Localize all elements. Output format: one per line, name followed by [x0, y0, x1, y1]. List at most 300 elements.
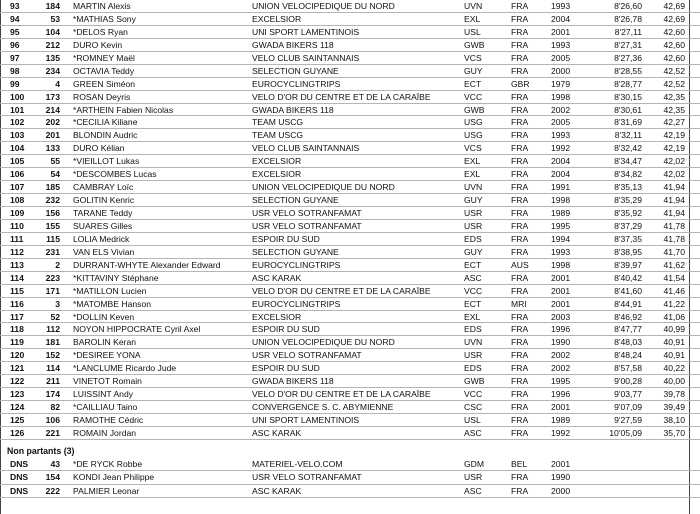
birth-year-cell: 1989	[551, 415, 571, 425]
nationality-cell: FRA	[511, 195, 529, 206]
nationality-cell: FRA	[511, 117, 529, 128]
table-row	[0, 181, 700, 194]
rider-name-cell: BAROLIN Keran	[73, 337, 137, 348]
birth-year-cell: 1995	[551, 376, 571, 387]
birth-year-cell: 1990	[551, 337, 571, 348]
team-cell: VELO D'OR DU CENTRE ET DE LA CARAÏBE	[252, 91, 431, 102]
nationality-cell: FRA	[511, 220, 529, 231]
birth-year-cell: 1998	[551, 195, 571, 206]
nationality-cell: FRA	[511, 156, 529, 167]
table-row	[0, 414, 700, 427]
time-cell: 8'30,61	[614, 104, 642, 115]
team-code-cell: GDM	[464, 459, 485, 469]
nationality-cell: BEL	[511, 459, 528, 469]
birth-year-cell: 1994	[551, 233, 571, 244]
bib-cell: 54	[50, 169, 60, 180]
birth-year-cell: 2000	[551, 485, 571, 496]
time-cell: 8'27,36	[614, 52, 642, 63]
table-row	[0, 401, 700, 414]
rank-cell: 125	[10, 415, 25, 425]
time-cell: 8'48,24	[614, 350, 642, 361]
nationality-cell: FRA	[511, 182, 529, 193]
rider-name-cell: GREEN Siméon	[73, 78, 136, 89]
time-cell: 8'27,11	[614, 26, 642, 37]
rider-name-cell: ROSAN Deyris	[73, 91, 131, 102]
speed-cell: 41,54	[663, 272, 685, 283]
birth-year-cell: 1992	[551, 143, 571, 154]
speed-cell: 35,70	[663, 427, 685, 438]
team-code-cell: EDS	[464, 324, 482, 335]
bib-cell: 82	[50, 402, 60, 413]
speed-cell: 41,22	[663, 298, 685, 309]
bib-cell: 4	[55, 78, 60, 89]
team-code-cell: UVN	[464, 1, 483, 11]
rider-name-cell: *CECILIA Kiliane	[73, 117, 138, 128]
table-row	[0, 116, 700, 129]
team-code-cell: ASC	[464, 427, 482, 438]
time-cell: 8'39,97	[614, 259, 642, 270]
bib-cell: 104	[45, 26, 60, 37]
rank-cell: 116	[10, 298, 24, 309]
nationality-cell: FRA	[511, 1, 529, 11]
bib-cell: 221	[45, 427, 60, 438]
speed-cell: 40,91	[663, 337, 685, 348]
time-cell: 8'32,11	[614, 130, 642, 141]
speed-cell: 42,60	[663, 52, 685, 63]
nationality-cell: GBR	[511, 78, 530, 89]
speed-cell: 41,78	[663, 233, 685, 244]
team-code-cell: GWB	[464, 104, 485, 115]
team-cell: UNION VELOCIPEDIQUE DU NORD	[252, 1, 395, 11]
team-cell: TEAM USCG	[252, 130, 304, 141]
rank-cell: DNS	[10, 472, 29, 483]
bib-cell: 135	[45, 52, 60, 63]
team-cell: ASC KARAK	[252, 485, 302, 496]
team-code-cell: VCC	[464, 285, 483, 296]
rider-name-cell: *MATHIAS Sony	[73, 13, 136, 24]
team-cell: USR VELO SOTRANFAMAT	[252, 350, 362, 361]
bib-cell: 43	[50, 459, 60, 469]
bib-cell: 173	[45, 91, 60, 102]
speed-cell: 42,60	[663, 26, 685, 37]
nationality-cell: AUS	[511, 259, 529, 270]
rank-cell: 122	[10, 376, 25, 387]
rider-name-cell: BLONDIN Audric	[73, 130, 138, 141]
speed-cell: 41,06	[663, 311, 685, 322]
team-cell: EXCELSIOR	[252, 13, 302, 24]
bib-cell: 155	[45, 220, 60, 231]
rider-name-cell: DURRANT-WHYTE Alexander Edward	[73, 259, 221, 270]
speed-cell: 40,22	[663, 363, 685, 374]
nationality-cell: FRA	[511, 272, 529, 283]
rank-cell: 126	[10, 427, 25, 438]
speed-cell: 41,94	[663, 195, 685, 206]
team-code-cell: UVN	[464, 182, 483, 193]
rider-name-cell: OCTAVIA Teddy	[73, 65, 135, 76]
bib-cell: 201	[45, 130, 60, 141]
team-code-cell: VCS	[464, 52, 482, 63]
table-row	[0, 142, 700, 155]
speed-cell: 42,69	[663, 1, 685, 11]
non-starters-table	[0, 458, 700, 498]
birth-year-cell: 1993	[551, 39, 571, 50]
nationality-cell: FRA	[511, 350, 529, 361]
bib-cell: 202	[45, 117, 60, 128]
rank-cell: 103	[10, 130, 25, 141]
table-row	[0, 207, 700, 220]
bib-cell: 174	[45, 389, 60, 400]
bib-cell: 222	[45, 485, 60, 496]
time-cell: 8'37,29	[614, 220, 642, 231]
team-code-cell: USR	[464, 208, 483, 218]
team-cell: UNI SPORT LAMENTINOIS	[252, 26, 360, 37]
time-cell: 8'31,69	[614, 117, 642, 128]
rank-cell: 123	[10, 389, 25, 400]
birth-year-cell: 2003	[551, 311, 571, 322]
bib-cell: 115	[46, 233, 60, 244]
table-row	[0, 220, 700, 233]
rider-name-cell: *DESCOMBES Lucas	[73, 169, 157, 180]
birth-year-cell: 1989	[551, 208, 571, 218]
team-code-cell: USR	[464, 472, 483, 483]
birth-year-cell: 2001	[551, 272, 571, 283]
team-code-cell: EXL	[464, 156, 481, 167]
team-cell: SELECTION GUYANE	[252, 195, 339, 206]
nationality-cell: FRA	[511, 324, 529, 335]
rider-name-cell: SUARES Gilles	[73, 220, 133, 231]
nationality-cell: FRA	[511, 363, 529, 374]
bib-cell: 232	[45, 195, 60, 206]
table-row	[0, 91, 700, 104]
team-cell: USR VELO SOTRANFAMAT	[252, 472, 362, 483]
birth-year-cell: 2004	[551, 13, 571, 24]
rank-cell: 104	[10, 143, 25, 154]
bib-cell: 52	[50, 311, 60, 322]
team-code-cell: USG	[464, 130, 483, 141]
rider-name-cell: TARANE Teddy	[73, 208, 133, 218]
birth-year-cell: 2001	[551, 26, 571, 37]
rider-name-cell: *MATILLON Lucien	[73, 285, 147, 296]
time-cell: 8'37,35	[614, 233, 642, 244]
bib-cell: 106	[45, 415, 60, 425]
table-row	[0, 375, 700, 388]
birth-year-cell: 1979	[551, 78, 571, 89]
rider-name-cell: LOLIA Medrick	[73, 233, 130, 244]
time-cell: 8'41,60	[614, 285, 642, 296]
team-code-cell: GWB	[464, 39, 485, 50]
rank-cell: 96	[10, 39, 20, 50]
speed-cell: 40,99	[663, 324, 685, 335]
rank-cell: 109	[10, 208, 25, 218]
time-cell: 8'35,92	[614, 208, 642, 218]
time-cell: 8'30,15	[614, 91, 642, 102]
team-code-cell: VCC	[464, 91, 483, 102]
team-code-cell: CSC	[464, 402, 483, 413]
birth-year-cell: 2001	[551, 402, 571, 413]
nationality-cell: FRA	[511, 169, 529, 180]
rank-cell: 102	[10, 117, 25, 128]
team-cell: ESPOIR DU SUD	[252, 324, 320, 335]
table-row	[0, 65, 700, 78]
time-cell: 8'26,78	[614, 13, 642, 24]
team-cell: EUROCYCLINGTRIPS	[252, 78, 341, 89]
team-cell: GWADA BIKERS 118	[252, 104, 334, 115]
team-cell: SELECTION GUYANE	[252, 65, 339, 76]
rider-name-cell: DURO Kélian	[73, 143, 125, 154]
team-cell: USR VELO SOTRANFAMAT	[252, 220, 362, 231]
nationality-cell: FRA	[511, 472, 529, 483]
nationality-cell: FRA	[511, 376, 529, 387]
team-code-cell: USG	[464, 117, 483, 128]
speed-cell: 39,49	[663, 402, 685, 413]
team-code-cell: USL	[464, 26, 481, 37]
rank-cell: 97	[10, 52, 20, 63]
bib-cell: 184	[45, 1, 60, 11]
rank-cell: 115	[10, 285, 24, 296]
nationality-cell: FRA	[511, 39, 529, 50]
table-row	[0, 349, 700, 362]
speed-cell: 39,78	[663, 389, 685, 400]
birth-year-cell: 1998	[551, 259, 571, 270]
nationality-cell: FRA	[511, 65, 529, 76]
rank-cell: 95	[10, 26, 20, 37]
rank-cell: 101	[10, 104, 25, 115]
birth-year-cell: 1998	[551, 91, 571, 102]
rider-name-cell: MARTIN Alexis	[73, 1, 131, 11]
team-cell: VELO CLUB SAINTANNAIS	[252, 52, 360, 63]
speed-cell: 42,19	[663, 143, 685, 154]
nationality-cell: FRA	[511, 104, 529, 115]
speed-cell: 42,19	[663, 130, 685, 141]
nationality-cell: FRA	[511, 26, 529, 37]
table-row	[0, 323, 700, 336]
time-cell: 8'34,47	[614, 156, 642, 167]
team-cell: ASC KARAK	[252, 427, 302, 438]
bib-cell: 3	[55, 298, 60, 309]
team-cell: EUROCYCLINGTRIPS	[252, 298, 341, 309]
time-cell: 8'48,03	[614, 337, 642, 348]
table-row	[0, 311, 700, 324]
bib-cell: 53	[50, 13, 60, 24]
rank-cell: 120	[10, 350, 25, 361]
team-code-cell: ASC	[464, 272, 482, 283]
nationality-cell: MRI	[511, 298, 527, 309]
team-code-cell: ASC	[464, 485, 482, 496]
team-cell: EXCELSIOR	[252, 156, 302, 167]
speed-cell: 41,78	[663, 220, 685, 231]
team-code-cell: EXL	[464, 13, 481, 24]
rank-cell: 110	[10, 220, 24, 231]
speed-cell: 40,91	[663, 350, 685, 361]
speed-cell: 40,00	[663, 376, 685, 387]
rider-name-cell: LUISSINT Andy	[73, 389, 134, 400]
time-cell: 8'34,82	[614, 169, 642, 180]
rider-name-cell: *LANCLUME Ricardo Jude	[73, 363, 177, 374]
time-cell: 10'05,09	[609, 427, 642, 438]
speed-cell: 41,94	[663, 182, 685, 193]
bib-cell: 2	[55, 259, 60, 270]
team-code-cell: ECT	[464, 78, 482, 89]
time-cell: 9'00,28	[614, 376, 642, 387]
team-cell: VELO D'OR DU CENTRE ET DE LA CARAÏBE	[252, 285, 431, 296]
team-code-cell: UVN	[464, 337, 483, 348]
table-row	[0, 485, 700, 498]
birth-year-cell: 2002	[551, 104, 571, 115]
birth-year-cell: 1993	[551, 246, 571, 257]
rank-cell: 121	[10, 363, 25, 374]
table-row	[0, 246, 700, 259]
speed-cell: 41,94	[663, 208, 685, 218]
table-row	[0, 427, 700, 440]
table-row	[0, 362, 700, 375]
rank-cell: 105	[10, 156, 25, 167]
nationality-cell: FRA	[511, 233, 529, 244]
table-row	[0, 0, 700, 13]
nationality-cell: FRA	[511, 415, 529, 425]
nationality-cell: FRA	[511, 311, 529, 322]
team-cell: GWADA BIKERS 118	[252, 376, 334, 387]
birth-year-cell: 2001	[551, 298, 571, 309]
bib-cell: 154	[45, 472, 60, 483]
team-cell: EXCELSIOR	[252, 169, 302, 180]
rider-name-cell: *MATOMBE Hanson	[73, 298, 152, 309]
table-row	[0, 52, 700, 65]
nationality-cell: FRA	[511, 130, 529, 141]
birth-year-cell: 1993	[551, 130, 571, 141]
bib-cell: 114	[46, 363, 60, 374]
speed-cell: 38,10	[663, 415, 685, 425]
rider-name-cell: *DOLLIN Keven	[73, 311, 135, 322]
birth-year-cell: 2000	[551, 65, 571, 76]
team-cell: SELECTION GUYANE	[252, 246, 339, 257]
rank-cell: 100	[10, 91, 25, 102]
time-cell: 8'47,77	[614, 324, 642, 335]
birth-year-cell: 1995	[551, 220, 571, 231]
nationality-cell: FRA	[511, 52, 529, 63]
rider-name-cell: GOLITIN Kenric	[73, 195, 135, 206]
rider-name-cell: *ARTHEIN Fabien Nicolas	[73, 104, 174, 115]
rank-cell: 112	[10, 246, 24, 257]
team-cell: GWADA BIKERS 118	[252, 39, 334, 50]
team-cell: ESPOIR DU SUD	[252, 233, 320, 244]
rank-cell: 93	[10, 1, 20, 11]
birth-year-cell: 1991	[551, 182, 571, 193]
rider-name-cell: *CAILLIAU Taino	[73, 402, 138, 413]
speed-cell: 42,60	[663, 39, 685, 50]
bib-cell: 231	[45, 246, 60, 257]
table-row	[0, 155, 700, 168]
nationality-cell: FRA	[511, 285, 529, 296]
time-cell: 8'28,55	[614, 65, 642, 76]
birth-year-cell: 1996	[551, 389, 571, 400]
bib-cell: 55	[50, 156, 60, 167]
team-code-cell: USR	[464, 350, 483, 361]
rider-name-cell: *DELOS Ryan	[73, 26, 128, 37]
team-code-cell: GUY	[464, 195, 483, 206]
birth-year-cell: 2005	[551, 52, 571, 63]
team-code-cell: GWB	[464, 376, 485, 387]
rider-name-cell: CAMBRAY Loïc	[73, 182, 134, 193]
team-cell: ESPOIR DU SUD	[252, 363, 320, 374]
rider-name-cell: *ROMNEY Maël	[73, 52, 135, 63]
team-cell: ASC KARAK	[252, 272, 302, 283]
nationality-cell: FRA	[511, 91, 529, 102]
time-cell: 8'38,95	[614, 246, 642, 257]
bib-cell: 171	[45, 285, 60, 296]
team-code-cell: EXL	[464, 311, 481, 322]
speed-cell: 42,52	[663, 65, 685, 76]
birth-year-cell: 2001	[551, 285, 571, 296]
team-code-cell: USR	[464, 220, 483, 231]
table-row	[0, 458, 700, 471]
rank-cell: 119	[10, 337, 24, 348]
nationality-cell: FRA	[511, 337, 529, 348]
time-cell: 8'35,13	[614, 182, 642, 193]
time-cell: 8'32,42	[614, 143, 642, 154]
rider-name-cell: VINETOT Romain	[73, 376, 142, 387]
birth-year-cell: 2004	[551, 169, 571, 180]
bib-cell: 133	[45, 143, 60, 154]
table-row	[0, 129, 700, 142]
rider-name-cell: DURO Kevin	[73, 39, 123, 50]
rider-name-cell: KONDI Jean Philippe	[73, 472, 155, 483]
table-row	[0, 233, 700, 246]
team-cell: TEAM USCG	[252, 117, 304, 128]
rank-cell: 124	[10, 402, 25, 413]
team-cell: CONVERGENCE S. C. ABYMIENNE	[252, 402, 394, 413]
speed-cell: 42,52	[663, 78, 685, 89]
team-cell: UNI SPORT LAMENTINOIS	[252, 415, 360, 425]
team-code-cell: ECT	[464, 298, 482, 309]
rank-cell: 99	[10, 78, 20, 89]
team-code-cell: VCC	[464, 389, 483, 400]
team-code-cell: EDS	[464, 233, 482, 244]
table-row	[0, 298, 700, 311]
birth-year-cell: 1992	[551, 427, 571, 438]
birth-year-cell: 2001	[551, 459, 571, 469]
rank-cell: 113	[10, 259, 24, 270]
team-cell: MATERIEL-VELO.COM	[252, 459, 343, 469]
speed-cell: 42,35	[663, 91, 685, 102]
rider-name-cell: NOYON HIPPOCRATE Cyril Axel	[73, 324, 201, 335]
rank-cell: 108	[10, 195, 25, 206]
rank-cell: 114	[10, 272, 24, 283]
rank-cell: 107	[10, 182, 25, 193]
team-cell: UNION VELOCIPEDIQUE DU NORD	[252, 337, 395, 348]
bib-cell: 234	[45, 65, 60, 76]
team-cell: EUROCYCLINGTRIPS	[252, 259, 341, 270]
table-row	[0, 272, 700, 285]
bib-cell: 181	[45, 337, 60, 348]
team-cell: VELO D'OR DU CENTRE ET DE LA CARAÏBE	[252, 389, 431, 400]
team-cell: VELO CLUB SAINTANNAIS	[252, 143, 360, 154]
nationality-cell: FRA	[511, 402, 529, 413]
bib-cell: 152	[45, 350, 60, 361]
speed-cell: 42,27	[663, 117, 685, 128]
time-cell: 9'27,59	[614, 415, 642, 425]
speed-cell: 42,35	[663, 104, 685, 115]
rider-name-cell: ROMAIN Jordan	[73, 427, 137, 438]
time-cell: 8'44,91	[614, 298, 642, 309]
table-row	[0, 259, 700, 272]
speed-cell: 41,62	[663, 259, 685, 270]
rank-cell: 111	[10, 233, 24, 244]
birth-year-cell: 2004	[551, 156, 571, 167]
table-row	[0, 13, 700, 26]
nationality-cell: FRA	[511, 389, 529, 400]
nationality-cell: FRA	[511, 485, 529, 496]
speed-cell: 42,02	[663, 156, 685, 167]
